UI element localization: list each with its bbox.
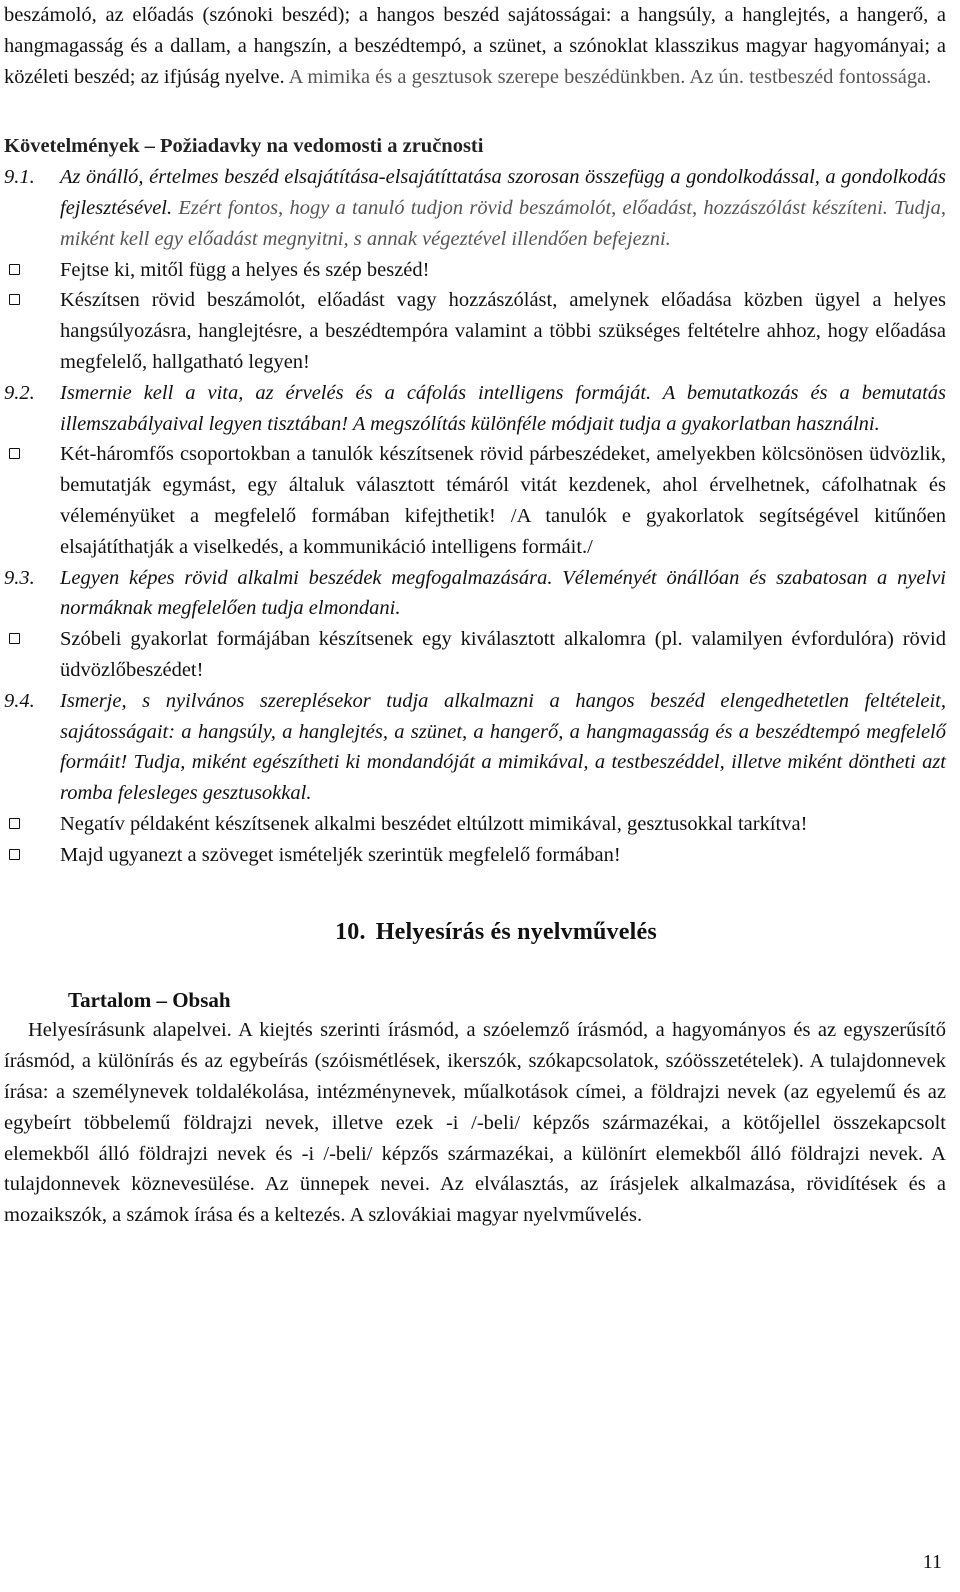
intro-text-part2: A mimika és a gesztusok szerepe beszédünkben. Az ún. testbeszéd fontossága. xyxy=(284,65,932,88)
item-text xyxy=(60,563,946,625)
bullet-text: Két-háromfős csoportokban a tanulók készítsenek rövid párbeszédeket, amelyekben kölcsönösen üdvözlik, bemutatják egymást, egy általuk választott témáról vitát kezdenek, ahol érvelhetnek, cáfolhatnak és véleményüket a megfelelő formában kifejthetik! /A tanulók e gyakorlatok segítségével kitűnően elsajátíthatják a viselkedés, a kommunikáció intelligens formáit./ xyxy=(60,443,946,558)
bullet-item xyxy=(4,255,946,286)
checkbox-bullet-icon xyxy=(4,840,60,871)
item-text-main: Az önálló, értelmes beszéd elsajátítása-elsajátíttatása szorosan összefügg a gondolkodással, a gondolkodás fejlesztésével. xyxy=(60,166,946,219)
bullet-text: Negatív példaként készítsenek alkalmi beszédet eltúlzott mimikával, gesztusokkal tarkítva! xyxy=(60,812,808,835)
item-text xyxy=(60,378,946,440)
bullet-item xyxy=(4,624,946,686)
document-page xyxy=(4,0,946,1231)
intro-text-part1: beszámoló, az előadás (szónoki beszéd); a hangos beszéd sajátosságai: a hangsúly, a hanglejtés, a hangerő, a hangmagasság és a dallam, a hangszín, a beszédtempó, a szünet, a szónoklat klasszikus magyar hagyományai; a közéleti beszéd; az ifjúság nyelve. xyxy=(4,4,946,88)
checkbox-bullet-icon xyxy=(4,255,60,286)
bullet-item xyxy=(4,809,946,840)
item-text-main: Legyen képes rövid alkalmi beszédek megfogalmazására. xyxy=(60,566,553,589)
bullet-text: Fejtse ki, mitől függ a helyes és szép beszéd! xyxy=(60,258,430,281)
requirement-item-9-1 xyxy=(4,162,946,254)
chapter-title: Helyesírás és nyelvművelés xyxy=(375,918,657,945)
requirements-heading: Követelmények – Požiadavky na vedomosti a zručnosti xyxy=(4,135,484,158)
checkbox-bullet-icon xyxy=(4,809,60,840)
checkbox-bullet-icon xyxy=(4,439,60,562)
chapter-number: 10. xyxy=(335,918,366,945)
item-text-secondary: Véleményét önállóan és szabatosan a nyelvi normáknak megfelelően tudja elmondani. xyxy=(60,566,947,620)
content-paragraph: Helyesírásunk alapelvei. A kiejtés szerinti írásmód, a szóelemző írásmód, a hagyományos és az egyszerűsítő írásmód, a különírás és az egybeírás (szóismétlések, ikerszók, szókapcsolatok, szóösszetételek). A tulajdonnevek írása: a személynevek toldalékolása, intézménynevek, műalkotások címei, a földrajzi nevek (az egyelemű és az egybeírt többelemű földrajzi nevek, illetve ezek -i /-beli/ képzős származékai, a kötőjellel összekapcsolt elemekből álló földrajzi nevek és -i /-beli/ képzős származékai, a különírt elemekből álló földrajzi nevek. A tulajdonnevek köznevesülése. Az ünnepek nevei. Az elválasztás, az írásjelek alkalmazása, rövidítések és a mozaikszók, a számok írása és a keltezés. A szlovákiai magyar nyelvművelés. xyxy=(4,1019,946,1227)
item-number: 9.2. xyxy=(4,381,35,404)
bullet-item xyxy=(4,840,946,871)
item-text xyxy=(60,686,946,809)
bullet-item xyxy=(4,285,946,377)
item-text-secondary: Tudja, miként egészítheti ki mondandóját a mimikával, a testbeszéddel, illetve miként döntheti azt romba felesleges gesztusokkal. xyxy=(60,751,946,805)
requirement-item-9-2 xyxy=(4,378,946,440)
content-heading: Tartalom – Obsah xyxy=(68,987,231,1012)
item-text-secondary: A bemutatkozás és a bemutatás illemszabályaival legyen tisztában! A megszólítás különféle módjait tudja a gyakorlatban használni. xyxy=(60,381,946,435)
item-number: 9.3. xyxy=(4,566,35,589)
item-text-secondary: Ezért fontos, hogy a tanuló tudjon rövid beszámolót, előadást, hozzászólást készíteni. Tudja, miként kell egy előadást megnyitni, s annak végeztével illendően befejezni. xyxy=(60,196,946,250)
requirement-item-9-4 xyxy=(4,686,946,809)
item-text xyxy=(60,162,946,254)
bullet-item xyxy=(4,439,946,562)
item-number: 9.4. xyxy=(4,689,35,712)
item-text-main: Ismernie kell a vita, az érvelés és a cáfolás intelligens formáját. xyxy=(60,381,652,404)
intro-paragraph xyxy=(4,0,946,92)
bullet-text: Készítsen rövid beszámolót, előadást vagy hozzászólást, amelynek előadása közben ügyel a helyes hangsúlyozásra, hanglejtésre, a beszédtempóra valamint a többi szükséges feltételre ahhoz, hogy előadása megfelelő, hallgatható legyen! xyxy=(60,289,946,373)
item-number: 9.1. xyxy=(4,166,35,189)
bullet-text: Majd ugyanezt a szöveget ismételjék szerintük megfelelő formában! xyxy=(60,843,621,866)
bullet-text: Szóbeli gyakorlat formájában készítsenek egy kiválasztott alkalomra (pl. valamilyen évfordulóra) rövid üdvözlőbeszédet! xyxy=(60,628,946,681)
requirement-item-9-3 xyxy=(4,563,946,625)
checkbox-bullet-icon xyxy=(4,285,60,377)
chapter-heading xyxy=(4,915,946,949)
page-number: 11 xyxy=(922,1551,942,1573)
checkbox-bullet-icon xyxy=(4,624,60,686)
item-text-main: Ismerje, s nyilvános szereplésekor tudja alkalmazni a hangos beszéd elengedhetetlen feltételeit, sajátosságait: a hangsúly, a hanglejtés, a szünet, a hangerő, a hangmagasság és a beszédtempó megfelelő formáit! xyxy=(60,689,946,774)
